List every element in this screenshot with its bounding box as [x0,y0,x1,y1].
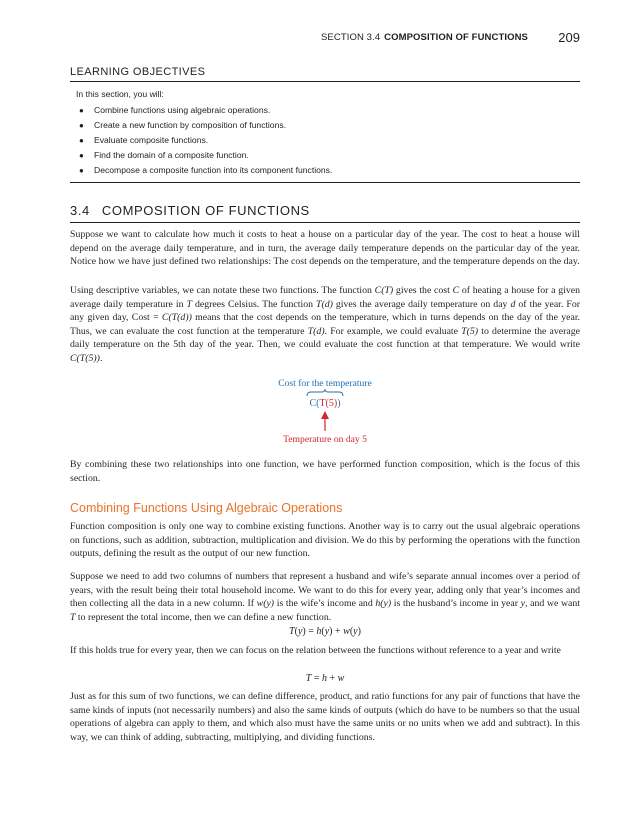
section-label: SECTION 3.4 [320,32,381,43]
objective-text: Find the domain of a composite function. [94,150,249,160]
page-number: 209 [558,30,580,45]
math-run: d [510,298,516,310]
math-run: y [297,626,303,637]
math-run: h [321,673,327,684]
equation-total-income [70,626,580,637]
math-run: w(y) [256,598,275,610]
math-run: T(d) [307,325,325,337]
section-title: COMPOSITION OF FUNCTIONS [101,203,310,218]
bullet-icon: ● [79,151,84,160]
text-run: of heating a house for a given average daily temperature in [70,285,580,310]
section-number: 3.4 [70,203,90,218]
math-run: y [520,598,525,610]
outer-function: C( [309,398,320,409]
math-run: = [311,673,322,684]
equation-function-sum [70,673,580,684]
text-run: to determine the average daily temperature on the 5th day of the year. Then, we could evaluate the cost function at that temperature. We would write [70,325,580,351]
text-run: . For example, we could evaluate [324,325,462,337]
bullet-icon: ● [79,166,84,175]
bullet-icon: ● [79,121,84,130]
running-head-section [321,32,528,43]
math-run: h(y) [375,598,392,610]
section-heading [70,203,580,223]
running-head [70,30,580,46]
math-run: ) [357,626,361,637]
arrow-up-icon [321,411,329,419]
learning-objectives-divider [70,182,580,183]
paragraph-relation: If this holds true for every year, then we can focus on the relation between the functions without reference to a year and write [70,645,561,656]
math-run: ( [294,626,298,637]
math-run: C(T(5)) [70,352,100,364]
objective-item [70,118,580,133]
objective-text: Evaluate composite functions. [94,135,209,145]
objective-item [70,103,580,118]
text-run: is the husband’s income in year [391,598,521,610]
math-run: C [452,285,460,296]
text-run: Using descriptive variables, we can notate these two functions. The function [70,285,375,296]
diagram-top-label: Cost for the temperature [278,378,372,389]
text-run: , and we want [525,598,580,610]
diagram-expression [240,398,410,409]
text-run: Suppose we need to add two columns of numbers that represent a husband and wife’s separate annual incomes over a period of years, with the result being their total household income. We want to do this for every year, adding only that year’s incomes and then collecting all the data in a new column. If [70,571,580,610]
math-run: T [305,673,312,684]
objective-text: Create a new function by composition of functions. [94,120,287,130]
math-run: C(T(d)) [161,312,192,324]
math-run: y [353,626,358,637]
learning-objectives-list [70,103,580,178]
math-run: T(d) [316,298,333,310]
objective-item [70,133,580,148]
math-run: y [324,626,330,637]
learning-objectives-box [70,66,580,183]
math-run: w [337,673,345,684]
math-run: ( [349,626,354,637]
text-run: is the wife’s income and [274,598,376,610]
text-run: of the year. For any given day, Cost = [70,298,580,324]
bullet-icon: ● [79,106,84,115]
outer-close: ) [337,398,341,409]
learning-objectives-intro: In this section, you will: [76,89,164,99]
math-run: ( [321,626,325,637]
paragraph-notation [70,284,580,366]
objective-text: Decompose a composite function into its component functions. [94,165,333,175]
text-run: to represent the total income, then we can define a new function. [75,611,332,623]
composition-diagram [240,378,410,450]
paragraph-operations-summary: Just as for this sum of two functions, we can define difference, product, and ratio functions for any pair of functions that have the same kinds of inputs (not necessarily numbers) and also the same kinds of outputs (which do have to be numbers so that the usual operations of algebra can apply to them, and which also must have the same units or no units when we add and subtract). In this way, we can think of adding, subtracting, multiplying, and dividing functions. [70,691,580,743]
inner-function: T(5) [319,398,338,409]
text-run: . [99,352,103,364]
paragraph-incomes [70,570,580,624]
text-run: degrees Celsius. The function [191,298,317,310]
diagram-bottom-label: Temperature on day 5 [283,434,367,445]
text-run: gives the average daily temperature on day [332,298,511,310]
text-run: means that the cost depends on the temperature, which in turns depends on the day of the year. Thus, we can evaluate the cost function at the temperature [70,312,581,337]
overbrace-icon [307,389,343,396]
text-run: gives the cost [393,285,453,296]
math-run: ) + [329,626,344,637]
math-run: T(5) [461,325,479,337]
math-run: ) = [302,626,317,637]
objective-item [70,163,580,178]
paragraph-intro: Suppose we want to calculate how much it costs to heat a house on a particular day of the year. The cost to heat a house will depend on the average daily temperature, and in turn, the average daily temperature depends on the particular day of the year. Notice how we have just defined two relationships: The cost depends on the temperature, and the temperature depends on the day. [70,229,580,268]
paragraph-composition: By combining these two relationships into one function, we have performed function composition, which is the focus of this section. [70,459,580,484]
objective-item [70,148,580,163]
math-run: w [343,626,350,637]
objective-text: Combine functions using algebraic operations. [94,105,271,115]
math-run: T [289,626,295,637]
subsection-heading: Combining Functions Using Algebraic Operations [70,501,343,515]
section-running-title: COMPOSITION OF FUNCTIONS [384,32,528,43]
bullet-icon: ● [79,136,84,145]
math-run: C(T) [374,285,394,296]
math-run: T [186,298,192,310]
math-run: + [326,673,338,684]
learning-objectives-heading: LEARNING OBJECTIVES [70,66,580,82]
math-run: T [70,611,76,623]
math-run: h [316,626,322,637]
paragraph-operations: Function composition is only one way to combine existing functions. Another way is to carry out the usual algebraic operations on functions, such as addition, subtraction, multiplication and division. We do this by performing the operations with the function outputs, defining the result as the output of our new function. [70,521,580,560]
